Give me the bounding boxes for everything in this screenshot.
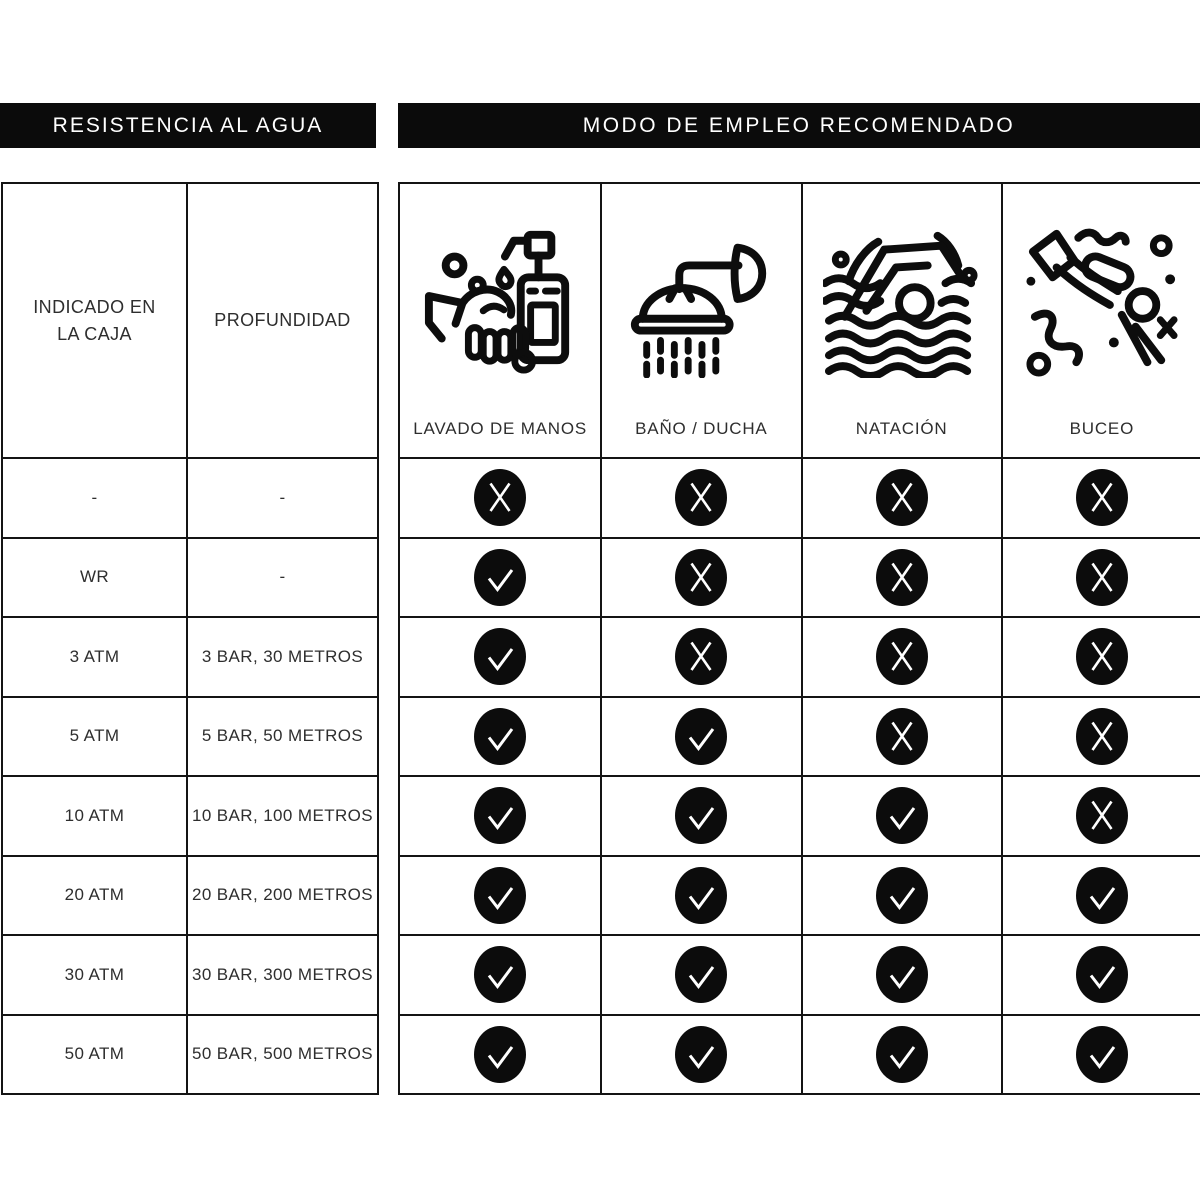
x-mark-cell <box>1001 775 1200 855</box>
cell-profundidad: - <box>186 537 377 617</box>
check-icon <box>876 1026 928 1083</box>
icon-label: BUCEO <box>1069 419 1135 438</box>
check-mark-cell <box>1001 1014 1200 1094</box>
check-mark-cell <box>400 775 600 855</box>
x-mark-cell <box>1001 696 1200 776</box>
icon-label: LAVADO DE MANOS <box>413 419 588 438</box>
x-icon <box>876 628 928 685</box>
check-icon <box>675 708 727 765</box>
column-header-natacion <box>801 184 1001 457</box>
check-icon <box>675 946 727 1003</box>
cell-profundidad: 20 BAR, 200 METROS <box>186 855 377 935</box>
cell-indicado: 30 ATM <box>3 934 186 1014</box>
check-mark-cell <box>801 775 1001 855</box>
icon-label: BAÑO / DUCHA <box>635 419 768 438</box>
check-mark-cell <box>400 1014 600 1094</box>
handwash-icon <box>421 220 579 378</box>
x-mark-cell <box>600 616 800 696</box>
check-mark-cell <box>400 616 600 696</box>
cell-profundidad: 30 BAR, 300 METROS <box>186 934 377 1014</box>
check-icon <box>474 628 526 685</box>
cell-indicado: 10 ATM <box>3 775 186 855</box>
x-icon <box>1076 469 1128 526</box>
check-mark-cell <box>400 934 600 1014</box>
check-icon <box>876 867 928 924</box>
swimming-icon-box <box>803 184 1001 413</box>
cell-indicado: 5 ATM <box>3 696 186 776</box>
x-icon <box>876 708 928 765</box>
cell-indicado: WR <box>3 537 186 617</box>
check-mark-cell <box>400 537 600 617</box>
check-icon <box>474 867 526 924</box>
usage-header-bar <box>398 103 1200 148</box>
check-mark-cell <box>801 934 1001 1014</box>
check-mark-cell <box>801 1014 1001 1094</box>
cell-indicado: 20 ATM <box>3 855 186 935</box>
diving-icon <box>1023 220 1181 378</box>
check-icon <box>474 946 526 1003</box>
cell-profundidad: 5 BAR, 50 METROS <box>186 696 377 776</box>
cell-indicado: 50 ATM <box>3 1014 186 1094</box>
x-mark-cell <box>801 616 1001 696</box>
check-mark-cell <box>400 855 600 935</box>
x-mark-cell <box>1001 457 1200 537</box>
check-mark-cell <box>1001 934 1200 1014</box>
x-mark-cell <box>600 457 800 537</box>
check-mark-cell <box>600 775 800 855</box>
x-icon <box>675 628 727 685</box>
cell-profundidad: 3 BAR, 30 METROS <box>186 616 377 696</box>
column-header-profundidad: PROFUNDIDAD <box>186 184 377 457</box>
cell-indicado: 3 ATM <box>3 616 186 696</box>
x-mark-cell <box>801 696 1001 776</box>
cell-profundidad: 10 BAR, 100 METROS <box>186 775 377 855</box>
x-icon <box>876 469 928 526</box>
x-icon <box>876 549 928 606</box>
check-icon <box>876 787 928 844</box>
check-icon <box>474 1026 526 1083</box>
column-header-buceo <box>1001 184 1200 457</box>
x-icon <box>1076 549 1128 606</box>
check-icon <box>474 787 526 844</box>
cell-indicado: - <box>3 457 186 537</box>
check-icon <box>1076 1026 1128 1083</box>
check-icon <box>1076 946 1128 1003</box>
check-icon <box>474 708 526 765</box>
x-icon <box>675 549 727 606</box>
x-mark-cell <box>400 457 600 537</box>
column-header-lavado <box>400 184 600 457</box>
usage-title: MODO DE EMPLEO RECOMENDADO <box>582 113 1016 137</box>
check-mark-cell <box>600 855 800 935</box>
x-icon <box>1076 628 1128 685</box>
x-mark-cell <box>801 457 1001 537</box>
check-mark-cell <box>600 934 800 1014</box>
check-mark-cell <box>600 696 800 776</box>
check-mark-cell <box>1001 855 1200 935</box>
check-icon <box>675 1026 727 1083</box>
check-icon <box>675 787 727 844</box>
resistance-header-bar <box>0 103 376 148</box>
column-header-ducha <box>600 184 800 457</box>
resistance-title: RESISTENCIA AL AGUA <box>52 113 324 137</box>
diving-icon-box <box>1003 184 1200 413</box>
x-mark-cell <box>600 537 800 617</box>
resistance-table <box>1 182 379 1095</box>
x-icon <box>1076 787 1128 844</box>
shower-icon <box>622 220 780 378</box>
x-mark-cell <box>801 537 1001 617</box>
cell-profundidad: - <box>186 457 377 537</box>
icon-label: NATACIÓN <box>855 419 948 438</box>
check-icon <box>876 946 928 1003</box>
x-mark-cell <box>1001 616 1200 696</box>
check-mark-cell <box>400 696 600 776</box>
usage-table <box>398 182 1200 1095</box>
check-icon <box>675 867 727 924</box>
x-icon <box>1076 708 1128 765</box>
check-mark-cell <box>801 855 1001 935</box>
x-icon <box>474 469 526 526</box>
shower-icon-box <box>602 184 800 413</box>
check-mark-cell <box>600 1014 800 1094</box>
swimming-icon <box>823 220 981 378</box>
x-mark-cell <box>1001 537 1200 617</box>
column-header-indicado: INDICADO EN LA CAJA <box>3 184 186 457</box>
handwash-icon-box <box>400 184 600 413</box>
x-icon <box>675 469 727 526</box>
cell-profundidad: 50 BAR, 500 METROS <box>186 1014 377 1094</box>
check-icon <box>1076 867 1128 924</box>
check-icon <box>474 549 526 606</box>
